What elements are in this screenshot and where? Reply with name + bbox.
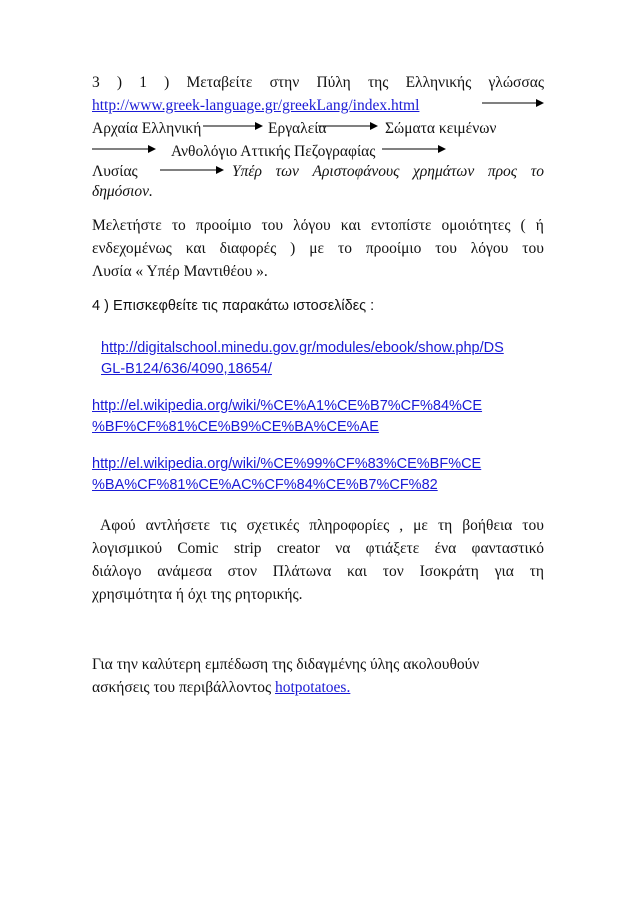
closing-prefix: ασκήσεις του περιβάλλοντος xyxy=(92,679,275,696)
word: ) xyxy=(116,74,123,91)
word: Ισοκράτη xyxy=(419,563,479,580)
word: λογισμικού xyxy=(92,540,163,557)
word: προοίμιο xyxy=(365,240,422,257)
word: λόγου xyxy=(293,217,331,234)
step3-intro-line xyxy=(92,73,544,93)
wikipedia-rhetoric-link[interactable]: http://el.wikipedia.org/wiki/%CE%A1%CE%B7%CF%84%CE xyxy=(92,398,483,414)
word: του xyxy=(261,217,284,234)
link-line xyxy=(92,396,482,416)
digitalschool-link-cont[interactable]: GL-B124/636/4090,18654/ xyxy=(101,361,272,377)
arrow-right-icon xyxy=(160,165,224,175)
word: με xyxy=(413,517,428,534)
word: ή xyxy=(535,217,544,234)
word: 3 xyxy=(92,74,100,91)
word: ( xyxy=(520,217,526,234)
task-line xyxy=(92,562,544,582)
word: αντλήσετε xyxy=(145,517,211,534)
portal-url-line xyxy=(92,96,419,116)
arrow-right-icon xyxy=(92,144,156,154)
word: του xyxy=(435,240,457,257)
word: διάλογο xyxy=(92,563,142,580)
word: πληροφορίες xyxy=(309,517,390,534)
word: τη xyxy=(437,517,453,534)
word: του xyxy=(522,517,544,534)
word: το xyxy=(530,163,544,180)
wikipedia-rhetoric-link-cont[interactable]: %BF%CF%81%CE%B9%CE%BA%CE%AE xyxy=(92,419,379,435)
word: βοήθεια xyxy=(462,517,513,534)
task-line xyxy=(92,216,544,236)
word: χρημάτων xyxy=(413,163,475,180)
arrow-right-icon xyxy=(203,121,263,131)
word: στην xyxy=(269,74,300,91)
word: των xyxy=(275,163,299,180)
word: του xyxy=(522,240,544,257)
word: Υπέρ xyxy=(232,163,262,180)
word: Πύλη xyxy=(316,74,351,91)
word: creator xyxy=(276,540,320,557)
digitalschool-link[interactable]: http://digitalschool.minedu.gov.gr/modules/ebook/show.php/DS xyxy=(101,340,504,356)
path-item-tools: Εργαλεία xyxy=(268,120,327,137)
wikipedia-isocrates-link[interactable]: http://el.wikipedia.org/wiki/%CE%99%CF%83%CE%BF%CE xyxy=(92,456,482,472)
link-line xyxy=(92,475,438,495)
word: σχετικές xyxy=(246,517,300,534)
path-item-text-corpora: Σώματα κειμένων xyxy=(385,120,497,137)
word: Ελληνικής xyxy=(405,74,472,91)
word: strip xyxy=(233,540,262,557)
word: Πλάτωνα xyxy=(272,563,332,580)
word: Μελετήστε xyxy=(92,217,162,234)
word: διαφορές xyxy=(219,240,277,257)
step4-heading: 4 ) Επισκεφθείτε τις παρακάτω ιστοσελίδες : xyxy=(92,298,375,314)
closing-line: Για την καλύτερη εμπέδωση της διδαγμένης ύλης ακολουθούν xyxy=(92,656,480,673)
word: φτιάξετε xyxy=(365,540,420,557)
word: για xyxy=(494,563,514,580)
word: Μεταβείτε xyxy=(186,74,253,91)
portal-url-link[interactable]: http://www.greek-language.gr/greekLang/index.html xyxy=(92,97,420,114)
word: και xyxy=(347,563,367,580)
author-name: Λυσίας xyxy=(92,163,138,180)
word: ανάμεσα xyxy=(157,563,212,580)
word: με xyxy=(309,240,325,257)
arrow-right-icon xyxy=(482,98,544,108)
word: γλώσσας xyxy=(488,74,544,91)
word: ένα xyxy=(434,540,457,557)
word: ομοιότητες xyxy=(441,217,511,234)
word: Αριστοφάνους xyxy=(312,163,400,180)
word: ) xyxy=(164,74,170,91)
word: εντοπίστε xyxy=(370,217,432,234)
arrow-right-icon xyxy=(382,144,446,154)
task-line xyxy=(92,239,544,259)
speech-title-line xyxy=(232,162,544,182)
task-line xyxy=(92,539,544,559)
word: και xyxy=(340,217,361,234)
word: προοίμιο xyxy=(195,217,252,234)
task-line xyxy=(100,516,544,536)
word: λόγου xyxy=(470,240,509,257)
wikipedia-isocrates-link-cont[interactable]: %BA%CF%81%CE%AC%CF%84%CE%B7%CF%82 xyxy=(92,477,438,493)
path-item-anthology: Ανθολόγιο Αττικής Πεζογραφίας xyxy=(171,143,376,160)
word: Comic xyxy=(177,540,219,557)
word: να xyxy=(335,540,351,557)
word: το xyxy=(171,217,186,234)
word: και xyxy=(185,240,206,257)
link-line xyxy=(92,454,481,474)
word: της xyxy=(367,74,389,91)
word: ) xyxy=(290,240,296,257)
word: 1 xyxy=(139,74,147,91)
word: τον xyxy=(382,563,404,580)
arrow-right-icon xyxy=(318,121,378,131)
link-line xyxy=(92,417,379,437)
hotpotatoes-link[interactable]: hotpotatoes. xyxy=(275,679,351,696)
speech-title-end: δημόσιον. xyxy=(92,183,153,200)
word: τις xyxy=(220,517,237,534)
word: , xyxy=(399,517,404,534)
path-item-ancient-greek: Αρχαία Ελληνική xyxy=(92,120,202,137)
word: ενδεχομένως xyxy=(92,240,172,257)
word: προς xyxy=(487,163,518,180)
link-line xyxy=(101,359,272,379)
task-line-last: Λυσία « Υπέρ Μαντιθέου ». xyxy=(92,263,268,280)
link-line xyxy=(101,338,504,358)
closing-line xyxy=(92,678,350,698)
task-line-last: χρησιμότητα ή όχι της ρητορικής. xyxy=(92,586,303,603)
word: στον xyxy=(227,563,257,580)
word: φανταστικό xyxy=(471,540,544,557)
word: τη xyxy=(529,563,544,580)
word: το xyxy=(337,240,352,257)
word: Αφού xyxy=(100,517,136,534)
